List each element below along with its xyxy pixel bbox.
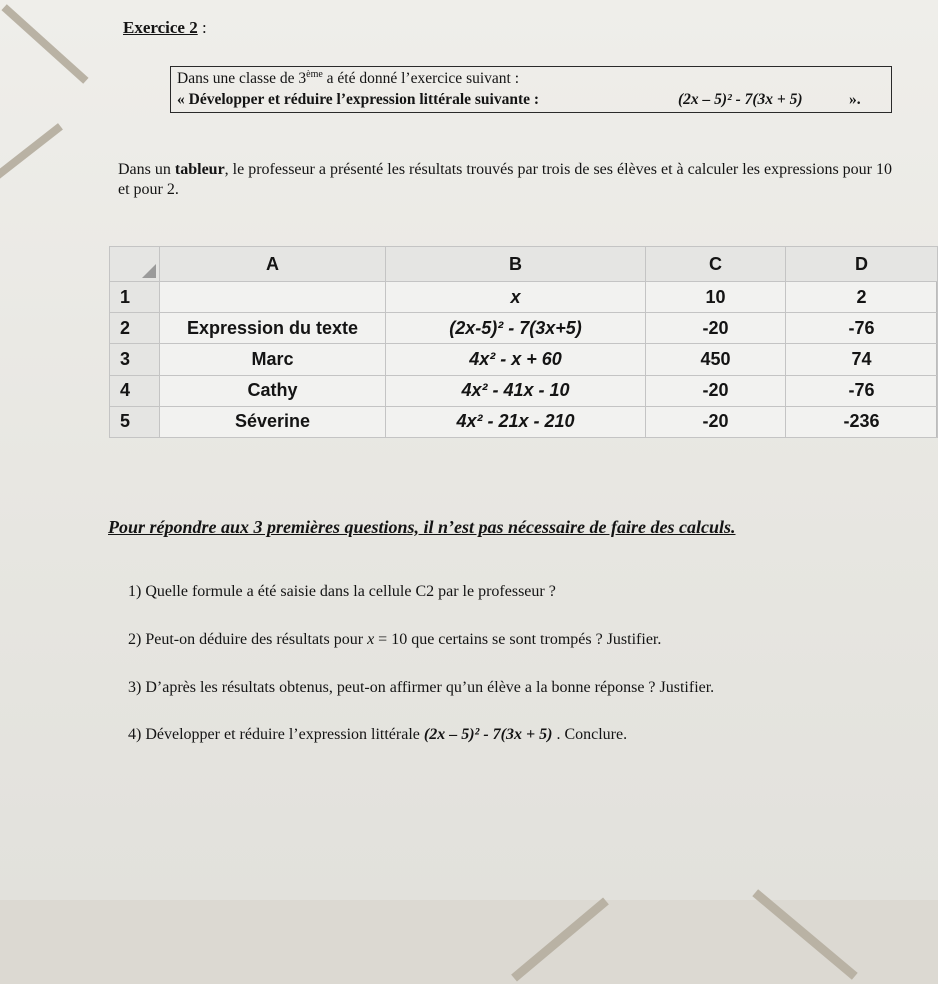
cell-d1[interactable]: 2 <box>786 282 938 313</box>
statement-line-1: Dans une classe de 3ème a été donné l’exercice suivant : <box>177 69 520 88</box>
question-1: 1) Quelle formule a été saisie dans la cellule C2 par le professeur ? <box>128 583 556 600</box>
select-all-corner[interactable] <box>110 247 160 282</box>
table-row <box>110 344 938 375</box>
cell-b1[interactable]: x <box>386 282 646 313</box>
cell-c2[interactable]: -20 <box>646 313 786 344</box>
cell-b2[interactable]: (2x-5)² - 7(3x+5) <box>386 313 646 344</box>
statement-line-2: « Développer et réduire l’expression littérale suivante : <box>177 91 540 108</box>
table-row <box>110 375 938 406</box>
statement-box <box>170 66 892 113</box>
column-header-row <box>110 247 938 282</box>
table-row <box>110 406 938 437</box>
column-header-a[interactable]: A <box>160 247 386 282</box>
statement-closing-quote: ». <box>849 91 861 108</box>
column-header-b[interactable]: B <box>386 247 646 282</box>
column-header-c[interactable]: C <box>646 247 786 282</box>
row-header[interactable]: 3 <box>110 344 160 375</box>
cell-a3[interactable]: Marc <box>160 344 386 375</box>
exercise-title: Exercice 2 : <box>123 18 207 37</box>
cell-d3[interactable]: 74 <box>786 344 938 375</box>
instruction-note: Pour répondre aux 3 premières questions, il n’est pas nécessaire de faire des calculs. <box>108 517 736 537</box>
spreadsheet-table <box>109 246 938 438</box>
cell-b4[interactable]: 4x² - 41x - 10 <box>386 375 646 406</box>
cell-c4[interactable]: -20 <box>646 375 786 406</box>
cell-d4[interactable]: -76 <box>786 375 938 406</box>
intro-paragraph: Dans un tableur, le professeur a présenté les résultats trouvés par trois de ses élèves et à calculer les expressions pour 10 et pour 2. <box>118 161 892 198</box>
row-header[interactable]: 2 <box>110 313 160 344</box>
spreadsheet <box>109 246 937 438</box>
cell-c5[interactable]: -20 <box>646 406 786 437</box>
cell-d2[interactable]: -76 <box>786 313 938 344</box>
question-4: 4) Développer et réduire l’expression littérale (2x – 5)² - 7(3x + 5) . Conclure. <box>128 726 628 743</box>
row-header[interactable]: 5 <box>110 406 160 437</box>
row-header[interactable]: 1 <box>110 282 160 313</box>
table-row <box>110 282 938 313</box>
cell-a4[interactable]: Cathy <box>160 375 386 406</box>
table-row <box>110 313 938 344</box>
question-3: 3) D’après les résultats obtenus, peut-on affirmer qu’un élève a la bonne réponse ? Justifier. <box>128 679 715 696</box>
cell-d5[interactable]: -236 <box>786 406 938 437</box>
cell-a1[interactable] <box>160 282 386 313</box>
cell-a2[interactable]: Expression du texte <box>160 313 386 344</box>
cell-c3[interactable]: 450 <box>646 344 786 375</box>
cell-a5[interactable]: Séverine <box>160 406 386 437</box>
cell-b3[interactable]: 4x² - x + 60 <box>386 344 646 375</box>
question-2: 2) Peut-on déduire des résultats pour x = 10 que certains se sont trompés ? Justifier. <box>128 631 662 648</box>
statement-expression: (2x – 5)² - 7(3x + 5) <box>678 91 803 108</box>
column-header-d[interactable]: D <box>786 247 938 282</box>
row-header[interactable]: 4 <box>110 375 160 406</box>
cell-c1[interactable]: 10 <box>646 282 786 313</box>
floor-background <box>0 900 938 984</box>
cell-b5[interactable]: 4x² - 21x - 210 <box>386 406 646 437</box>
